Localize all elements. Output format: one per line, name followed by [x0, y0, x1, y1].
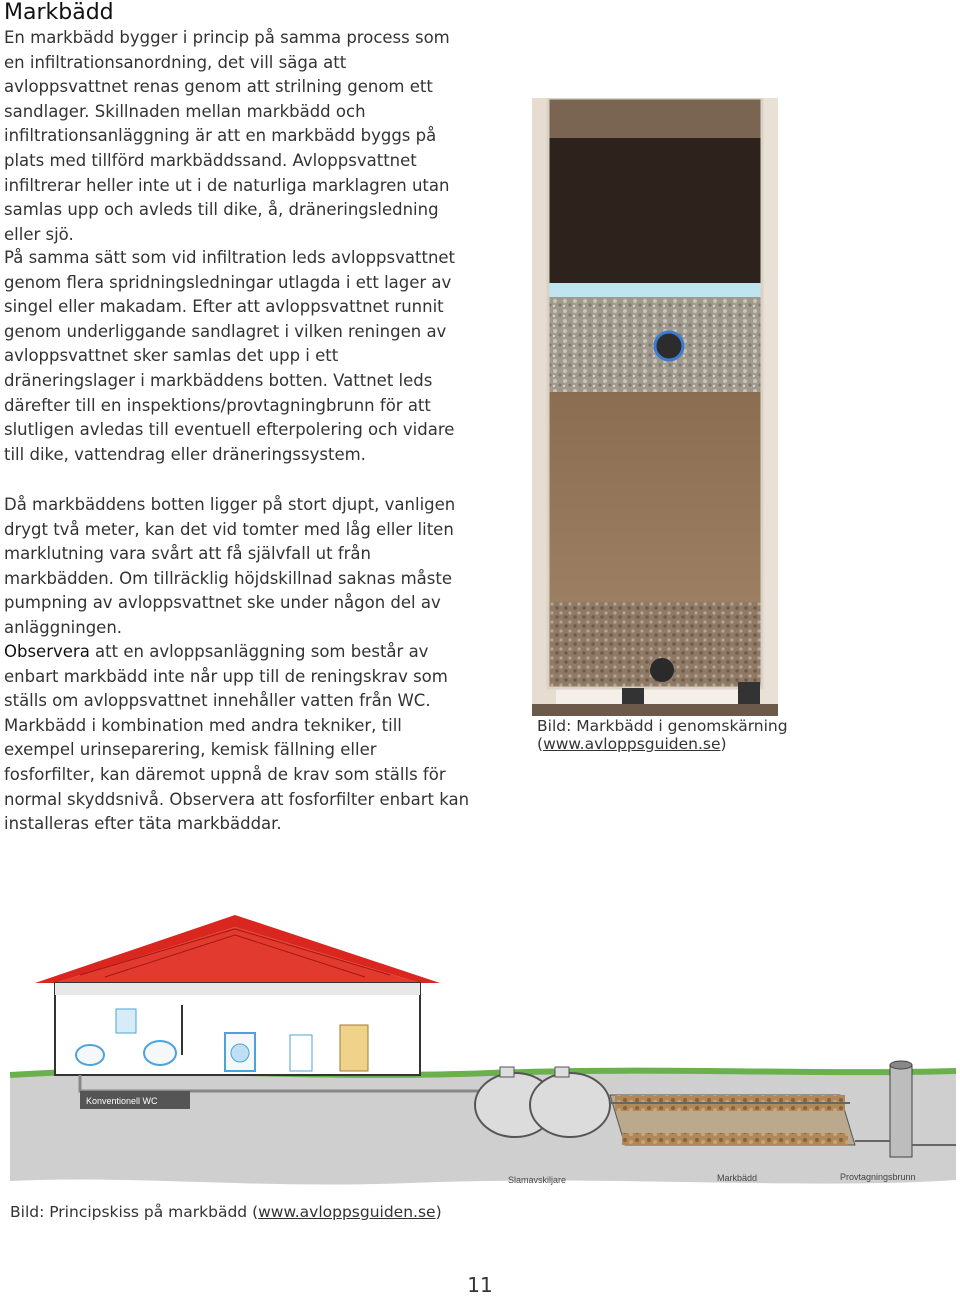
paragraph-depth — [4, 493, 470, 641]
note-lead: Observera — [4, 642, 90, 661]
avloppsguiden-link[interactable]: www.avloppsguiden.se — [258, 1203, 436, 1221]
page-title: Markbädd — [4, 0, 114, 25]
paragraph-text: Då markbäddens botten ligger på stort djupt, vanligen drygt två meter, kan det vid tomter med låg eller liten marklutning vara svårt att få självfall ut från markbädden. Om tillräcklig höjdskillnad saknas måste pumpning av avloppsvattnet ske under någon del av anläggningen. — [4, 495, 456, 637]
avloppsguiden-link[interactable]: www.avloppsguiden.se — [543, 735, 721, 753]
paragraph-intro — [4, 26, 470, 247]
caption-text: ) — [720, 735, 727, 753]
well-label: Provtagningsbrunn — [840, 1172, 916, 1182]
caption-text: Bild: Markbädd i genomskärning ( — [537, 717, 788, 753]
caption-text: ) — [435, 1203, 442, 1221]
figure-caption — [10, 1203, 442, 1221]
note-rest: att en avloppsanläggning som består av enbart markbädd inte når upp till de reningskrav som ställs om avloppsvattnet innehåller vatten från WC. Markbädd i kombination med andra tekniker, till exempel urinseparering, kemisk fällning eller fosforfilter, kan däremot uppnå de krav som ställs för normal skyddsnivå. Observera att fosforfilter enbart kan installeras efter täta markbäddar. — [4, 642, 470, 834]
markbadd-cross-section-photo — [532, 98, 778, 716]
paragraph-text: En markbädd bygger i princip på samma process som en infiltrationsanordning, det vill säga att avloppsvattnet renas genom att strilning genom ett sandlager. Skillnaden mellan markbädd och infiltrationsanläggning är att en markbädd byggs på plats med tillförd markbäddssand. Avloppsvattnet infiltrerar heller inte ut i de naturliga marklagren utan samlas upp och avleds till dike, å, dräneringsledning eller sjö. — [4, 28, 450, 244]
wc-label: Konventionell WC — [86, 1096, 158, 1106]
paragraph-process — [4, 246, 470, 467]
paragraph-text: På samma sätt som vid infiltration leds avloppsvattnet genom flera spridningsledningar utlagda i ett lager av singel eller makadam. Efter att avloppsvattnet runnit genom underliggande sandlagret i vilken reningen av avloppsvattnet sker samlas det upp i ett dräneringslager i markbäddens botten. Vattnet leds därefter till en inspektions/provtagningbrunn för att slutligen avledas till eventuell efterpolering och vidare till dike, vattendrag eller dräneringssystem. — [4, 248, 456, 464]
figure-caption — [537, 717, 960, 753]
paragraph-note — [4, 640, 470, 837]
caption-text: Bild: Principskiss på markbädd ( — [10, 1203, 259, 1221]
paragraph-text — [4, 640, 470, 837]
bed-label: Markbädd — [717, 1173, 758, 1183]
markbadd-principle-diagram — [10, 905, 956, 1200]
tank-label: Slamavskiljare — [508, 1175, 567, 1185]
page-number: 11 — [467, 1273, 493, 1297]
